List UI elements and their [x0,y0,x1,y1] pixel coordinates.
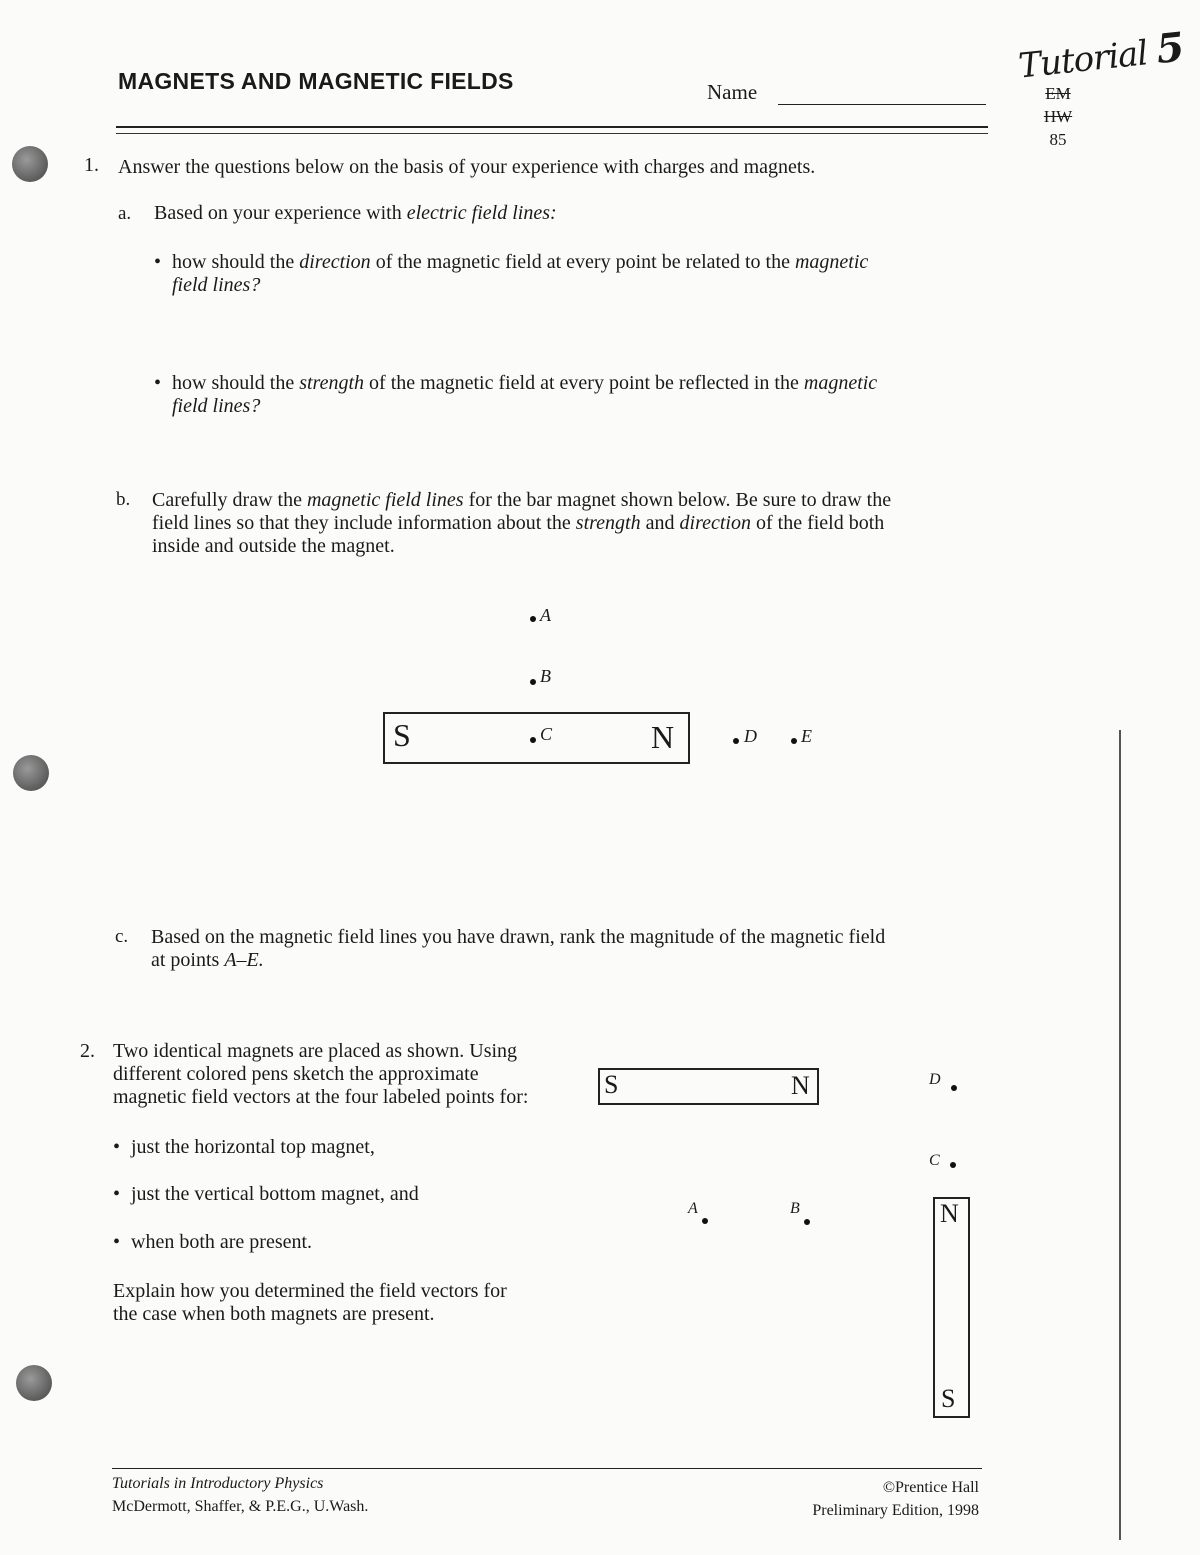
q1b-text: field lines so that they include information about the [152,512,576,534]
footer-right [760,1476,979,1522]
question-1c-text [151,926,981,972]
course-codes [1034,82,1082,151]
handwritten-number: 5 [1154,23,1186,74]
q1c-text: at points [151,949,225,971]
bullet-italic: direction [299,251,371,273]
question-1-number: 1. [84,154,99,176]
q1c-text: Based on the magnetic field lines you have drawn, rank the magnitude of the magnetic field [151,926,886,948]
question-1b-label: b. [116,489,131,510]
q1b-text: Carefully draw the [152,489,307,511]
footer-book-title: Tutorials in Introductory Physics [112,1475,324,1492]
horizontal-magnet-north-pole: N [791,1071,810,1100]
question-2-text [113,1040,593,1109]
question-2-bullet-both: • when both are present. [131,1231,312,1254]
question-1-intro: Answer the questions below on the basis of your experience with charges and magnets. [118,156,816,178]
q2-line: different colored pens sketch the approximate [113,1063,479,1085]
point-c-label: C [540,724,553,744]
bullet-text: how should the [172,372,300,394]
name-label: Name [707,80,758,104]
point-e-dot [791,738,797,744]
handwritten-text: Tutorial [1016,33,1150,87]
q2-explain-line: the case when both magnets are present. [113,1303,435,1325]
point-b-label: B [540,666,551,686]
question-2-explain [113,1280,573,1326]
fig2-point-a-label: A [688,1200,698,1217]
page-title: MAGNETS AND MAGNETIC FIELDS [118,68,514,94]
page-number: 85 [1049,130,1067,149]
bullet-italic: field lines? [172,395,261,417]
question-1a-text [154,202,557,225]
footer-publisher: ©Prentice Hall [882,1479,979,1496]
q1b-italic: magnetic field lines [306,489,464,511]
name-field-line[interactable] [778,104,986,105]
vertical-magnet-north-pole: N [940,1199,959,1228]
bullet-text: of the magnetic field at every point be related to the [370,251,795,273]
bullet-italic: field lines? [172,274,261,296]
fig2-point-d-dot [951,1085,957,1091]
bullet-italic: magnetic [794,251,869,273]
fig2-point-b-dot [804,1219,810,1225]
q1b-text: for the bar magnet shown below. Be sure to draw the [463,489,892,511]
point-c-dot [530,737,536,743]
point-b-dot [530,679,536,685]
question-1a-text-italic: electric field lines: [406,202,557,224]
horizontal-magnet-south-pole: S [604,1070,619,1099]
fig2-point-c-dot [950,1162,956,1168]
binder-hole-middle [13,755,49,791]
q1b-text: and [640,512,680,534]
fig2-point-c-label: C [929,1152,940,1169]
q1b-text: inside and outside the magnet. [152,535,395,557]
footer-edition: Preliminary Edition, 1998 [812,1502,979,1519]
bullet-italic: magnetic [803,372,878,394]
question-1a-bullet-strength [172,372,972,418]
footer-rule [112,1468,982,1469]
fig2-point-a-dot [702,1218,708,1224]
q1b-italic: strength [575,512,641,534]
footer-authors: McDermott, Shaffer, & P.E.G., U.Wash. [112,1498,369,1515]
question-1a-text-plain: Based on your experience with [154,202,407,224]
bullet-text: of the magnetic field at every point be reflected in the [364,372,804,394]
q2-explain-line: Explain how you determined the field vectors for [113,1280,507,1302]
fig2-point-d-label: D [929,1071,941,1088]
header-rule-thin [116,133,988,134]
bar-magnet [383,712,690,764]
q2-line: magnetic field vectors at the four labeled points for: [113,1086,529,1108]
q2-line: Two identical magnets are placed as shown. Using [113,1040,518,1062]
question-1b-text [152,489,982,558]
question-1a-bullet-direction [172,251,962,297]
code-hw: HW [1043,107,1073,126]
bar-magnet-north-pole: N [651,719,675,755]
vertical-magnet-south-pole: S [941,1384,956,1413]
footer-left [112,1472,368,1518]
question-1a-label: a. [118,203,132,224]
q1b-italic: direction [679,512,751,534]
bullet-text: how should the [172,251,300,273]
question-2-bullet-top-magnet: • just the horizontal top magnet, [131,1136,375,1159]
handwritten-tutorial-note [1016,23,1186,87]
point-e-label: E [801,726,812,746]
binder-hole-bottom [16,1365,52,1401]
point-d-dot [733,738,739,744]
fig2-point-b-label: B [790,1200,800,1217]
point-d-label: D [744,726,757,746]
code-em: EM [1045,84,1071,103]
q1c-italic: A–E. [224,949,264,971]
point-a-label: A [540,605,551,625]
question-1c-label: c. [115,926,129,947]
header-rule-thick [116,126,988,128]
question-2-bullet-bottom-magnet: • just the vertical bottom magnet, and [131,1183,419,1206]
scan-edge-line [1119,730,1121,1540]
bullet-italic: strength [299,372,365,394]
question-2-number: 2. [80,1040,95,1062]
horizontal-magnet [598,1068,819,1105]
binder-hole-top [12,146,48,182]
q1b-text: of the field both [750,512,885,534]
point-a-dot [530,616,536,622]
bar-magnet-south-pole: S [393,717,411,753]
